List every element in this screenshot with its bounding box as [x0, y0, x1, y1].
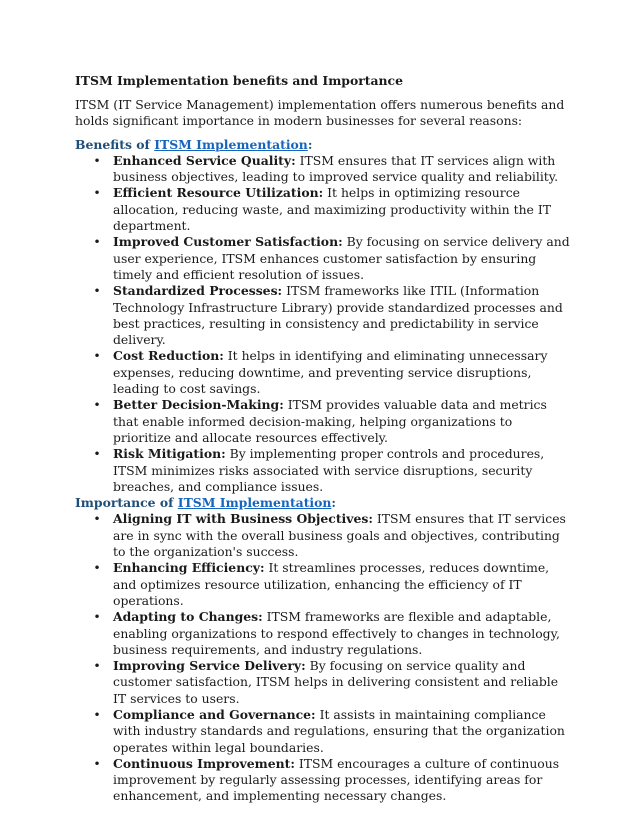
item-term: Better Decision-Making: — [113, 397, 284, 413]
document-title: ITSM Implementation benefits and Importance — [75, 73, 403, 88]
item-text: It assists in maintaining compliance with industry standards and regulations, ensuring that the organization operates within legal boundaries. — [113, 706, 565, 755]
list-item — [75, 348, 570, 397]
item-term: Standardized Processes: — [113, 283, 283, 299]
item-text: ITSM ensures that IT services are in sync with the overall business goals and objectives, contributing to the organization's success. — [113, 511, 566, 560]
bullet-icon: • — [93, 755, 101, 771]
bullet-icon: • — [93, 185, 101, 201]
bullet-icon: • — [93, 609, 101, 625]
bullet-icon: • — [93, 397, 101, 413]
item-term: Enhancing Efficiency: — [113, 560, 265, 576]
list-item — [75, 283, 570, 348]
item-term: Aligning IT with Business Objectives: — [113, 511, 373, 527]
item-text: ITSM frameworks are flexible and adaptable, enabling organizations to respond effectively to changes in technology, business requirements, and industry regulations. — [113, 609, 560, 657]
list-item — [75, 185, 570, 234]
item-term: Compliance and Governance: — [113, 706, 316, 722]
item-text: It helps in identifying and eliminating unnecessary expenses, reducing downtime, and preventing service disruptions, leading to cost savings. — [113, 348, 548, 397]
item-term: Improved Customer Satisfaction: — [113, 234, 343, 250]
item-text: By implementing proper controls and procedures, ITSM minimizes risks associated with service disruptions, security breaches, and compliance issues. — [113, 446, 545, 494]
list-item — [75, 658, 570, 707]
item-text: It helps in optimizing resource allocation, reducing waste, and maximizing productivity within the IT department. — [113, 185, 551, 234]
item-text: By focusing on service delivery and user experience, ITSM enhances customer satisfaction by ensuring timely and efficient resolution of issues. — [113, 234, 570, 282]
intro-paragraph: ITSM (IT Service Management) implementation offers numerous benefits and holds significant importance in modern businesses for several reasons: — [75, 97, 565, 129]
benefits-heading — [75, 137, 570, 153]
bullet-icon: • — [93, 152, 101, 168]
bullet-icon: • — [93, 348, 101, 364]
list-item — [75, 609, 570, 658]
importance-heading — [75, 495, 570, 511]
bullet-icon: • — [93, 560, 101, 576]
bullet-icon: • — [93, 511, 101, 527]
list-item — [75, 756, 570, 805]
benefits-heading-prefix: Benefits of — [75, 136, 155, 152]
bullet-icon: • — [93, 446, 101, 462]
item-text: By focusing on service quality and customer satisfaction, ITSM helps in delivering consistent and reliable IT services to users. — [113, 658, 559, 706]
item-text: ITSM encourages a culture of continuous improvement by regularly assessing processes, identifying areas for enhancement, and implementing necessary changes. — [113, 755, 560, 804]
importance-heading-suffix: : — [331, 495, 336, 511]
list-item — [75, 234, 570, 283]
bullet-icon: • — [93, 283, 101, 299]
item-term: Enhanced Service Quality: — [113, 152, 296, 168]
bullet-icon: • — [93, 658, 101, 674]
importance-list — [75, 511, 570, 804]
item-text: It streamlines processes, reduces downtime, and optimizes resource utilization, enhancing the efficiency of IT operations. — [113, 560, 550, 608]
item-text: ITSM ensures that IT services align with business objectives, leading to improved service quality and reliability. — [113, 152, 559, 185]
list-item — [75, 560, 570, 609]
item-term: Continuous Improvement: — [113, 755, 295, 771]
item-term: Improving Service Delivery: — [113, 658, 306, 674]
benefits-heading-suffix: : — [307, 136, 313, 152]
list-item — [75, 446, 570, 495]
importance-itsm-link[interactable]: ITSM Implementation — [177, 495, 332, 511]
list-item — [75, 511, 570, 560]
list-item — [75, 153, 570, 186]
bullet-icon: • — [93, 234, 101, 250]
document-page — [75, 73, 570, 805]
item-term: Cost Reduction: — [113, 348, 224, 364]
item-text: ITSM provides valuable data and metrics that enable informed decision-making, helping organizations to prioritize and allocate resources effectively. — [113, 397, 547, 445]
item-text: ITSM frameworks like ITIL (Information Technology Infrastructure Library) provide standardized processes and best practices, resulting in consistency and predictability in service delivery. — [113, 283, 563, 348]
importance-heading-prefix: Importance of — [75, 495, 178, 511]
item-term: Efficient Resource Utilization: — [113, 185, 324, 201]
bullet-icon: • — [93, 706, 101, 722]
item-term: Risk Mitigation: — [113, 446, 226, 462]
item-term: Adapting to Changes: — [113, 609, 263, 625]
benefits-list — [75, 153, 570, 495]
benefits-itsm-link[interactable]: ITSM Implementation — [154, 136, 308, 152]
list-item — [75, 397, 570, 446]
list-item — [75, 707, 570, 756]
